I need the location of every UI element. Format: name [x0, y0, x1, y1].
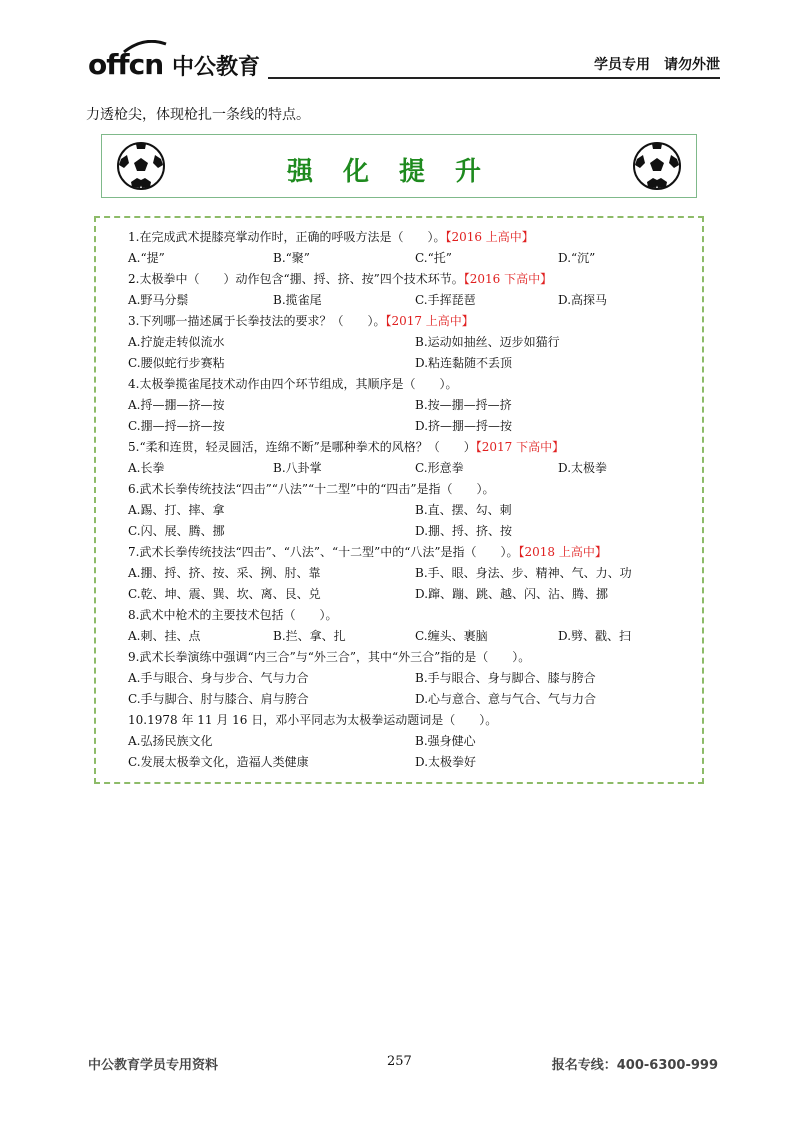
option-a: A.手与眼合、身与步合、气与力合 [128, 671, 309, 685]
option-d: D.劈、戳、扫 [558, 629, 632, 643]
option-d: D.心与意合、意与气合、气与力合 [415, 692, 597, 706]
question-text: 1.在完成武术提膝亮掌动作时，正确的呼吸方法是（ ）。 [128, 230, 446, 244]
option-row [128, 731, 688, 752]
option-d: D.蹿、蹦、跳、越、闪、沾、腾、挪 [415, 587, 609, 601]
option-a: A.刺、挂、点 [128, 629, 201, 643]
option-d: D.“沉” [558, 251, 596, 265]
footer-hotline: 报名专线：400-6300-999 [551, 1058, 718, 1073]
question-text: 7.武术长拳传统技法“四击”、“八法”、“十二型”中的“八法”是指（ ）。 [128, 545, 519, 559]
soccer-ball-icon [632, 141, 682, 191]
question-text: 10.1978 年 11 月 16 日，邓小平同志为太极拳运动题词是（ ）。 [128, 713, 498, 727]
question-stem [128, 647, 688, 668]
option-d: D.太极拳好 [415, 755, 477, 769]
option-c: C.手与脚合、肘与膝合、肩与胯合 [128, 692, 309, 706]
question-text: 6.武术长拳传统技法“四击”“八法”“十二型”中的“四击”是指（ ）。 [128, 482, 495, 496]
option-a: A.拧旋走转似流水 [128, 335, 225, 349]
exam-tag: 【2016 下高中】 [463, 272, 553, 286]
header-rule [268, 77, 720, 79]
option-row [128, 584, 688, 605]
option-row [128, 416, 688, 437]
option-c: C.发展太极拳文化，造福人类健康 [128, 755, 309, 769]
option-row [128, 332, 688, 353]
page-number: 257 [387, 1054, 412, 1069]
option-d: D.挤—掤—捋—按 [415, 419, 513, 433]
logo-arc-icon [122, 40, 168, 54]
option-d: D.掤、捋、挤、按 [415, 524, 513, 538]
option-row [128, 500, 688, 521]
option-a: A.捋—掤—挤—按 [128, 398, 225, 412]
offcn-logo [88, 40, 278, 80]
question-stem [128, 374, 688, 395]
question-stem [128, 227, 688, 248]
question-text: 3.下列哪一描述属于长拳技法的要求？（ ）。 [128, 314, 386, 328]
question-stem [128, 479, 688, 500]
option-d: D.太极拳 [558, 461, 608, 475]
question-stem [128, 311, 688, 332]
option-a: A.野马分鬃 [128, 293, 189, 307]
option-c: C.“托” [415, 251, 452, 265]
option-b: B.按—掤—捋—挤 [415, 398, 512, 412]
questions-box [94, 216, 704, 784]
option-row [128, 689, 688, 710]
option-row [128, 668, 688, 689]
logo-chinese: 中公教育 [172, 55, 261, 80]
option-b: B.直、摆、勾、刺 [415, 503, 512, 517]
option-b: B.运动如抽丝、迈步如猫行 [415, 335, 560, 349]
option-b: B.拦、拿、扎 [273, 629, 346, 643]
option-a: A.踢、打、摔、拿 [128, 503, 225, 517]
question-text: 5.“柔和连贯，轻灵圆活，连绵不断”是哪种拳术的风格？（ ） [128, 440, 476, 454]
exam-tag: 【2017 下高中】 [475, 440, 565, 454]
question-text: 8.武术中枪术的主要技术包括（ ）。 [128, 608, 338, 622]
header-note: 学员专用 请勿外泄 [594, 57, 720, 73]
question-text: 4.太极拳揽雀尾技术动作由四个环节组成，其顺序是（ ）。 [128, 377, 458, 391]
page-header [88, 36, 720, 82]
question-stem [128, 542, 688, 563]
question-stem [128, 710, 688, 731]
section-banner [101, 134, 697, 198]
option-a: A.长拳 [128, 461, 165, 475]
option-c: C.掤—捋—挤—按 [128, 419, 225, 433]
option-a: A.“提” [128, 251, 165, 265]
option-row [128, 752, 688, 773]
option-c: C.缠头、裹脑 [415, 629, 488, 643]
intro-line: 力透枪尖，体现枪扎一条线的特点。 [86, 107, 310, 123]
option-a: A.弘扬民族文化 [128, 734, 213, 748]
option-row [128, 458, 688, 479]
option-c: C.闪、展、腾、挪 [128, 524, 225, 538]
question-list [128, 227, 688, 773]
question-text: 9.武术长拳演练中强调“内三合”与“外三合”，其中“外三合”指的是（ ）。 [128, 650, 531, 664]
option-c: C.腰似蛇行步赛粘 [128, 356, 225, 370]
exam-tag: 【2016 上高中】 [445, 230, 534, 244]
option-row [128, 395, 688, 416]
question-stem [128, 437, 688, 458]
option-b: B.手与眼合、身与脚合、膝与胯合 [415, 671, 596, 685]
option-c: C.乾、坤、震、巽、坎、离、艮、兑 [128, 587, 321, 601]
option-row [128, 626, 688, 647]
option-b: B.“聚” [273, 251, 310, 265]
banner-title: 强化提升 [286, 157, 511, 187]
option-b: B.揽雀尾 [273, 293, 322, 307]
exam-tag: 【2017 上高中】 [385, 314, 474, 328]
option-b: B.八卦掌 [273, 461, 322, 475]
footer-left: 中公教育学员专用资料 [88, 1058, 219, 1073]
option-c: C.手挥琵琶 [415, 293, 476, 307]
question-stem [128, 269, 688, 290]
exam-tag: 【2018 上高中】 [518, 545, 607, 559]
option-d: D.粘连黏随不丢顶 [415, 356, 513, 370]
question-stem [128, 605, 688, 626]
option-b: B.手、眼、身法、步、精神、气、力、功 [415, 566, 632, 580]
option-row [128, 290, 688, 311]
question-text: 2.太极拳中（ ）动作包含“掤、捋、挤、按”四个技术环节。 [128, 272, 464, 286]
option-row [128, 353, 688, 374]
option-row [128, 521, 688, 542]
option-a: A.掤、捋、挤、按、采、挒、肘、靠 [128, 566, 321, 580]
option-c: C.形意拳 [415, 461, 464, 475]
logo-latin: offcn [88, 48, 164, 81]
option-row [128, 248, 688, 269]
option-row [128, 563, 688, 584]
option-b: B.强身健心 [415, 734, 476, 748]
option-d: D.高探马 [558, 293, 608, 307]
